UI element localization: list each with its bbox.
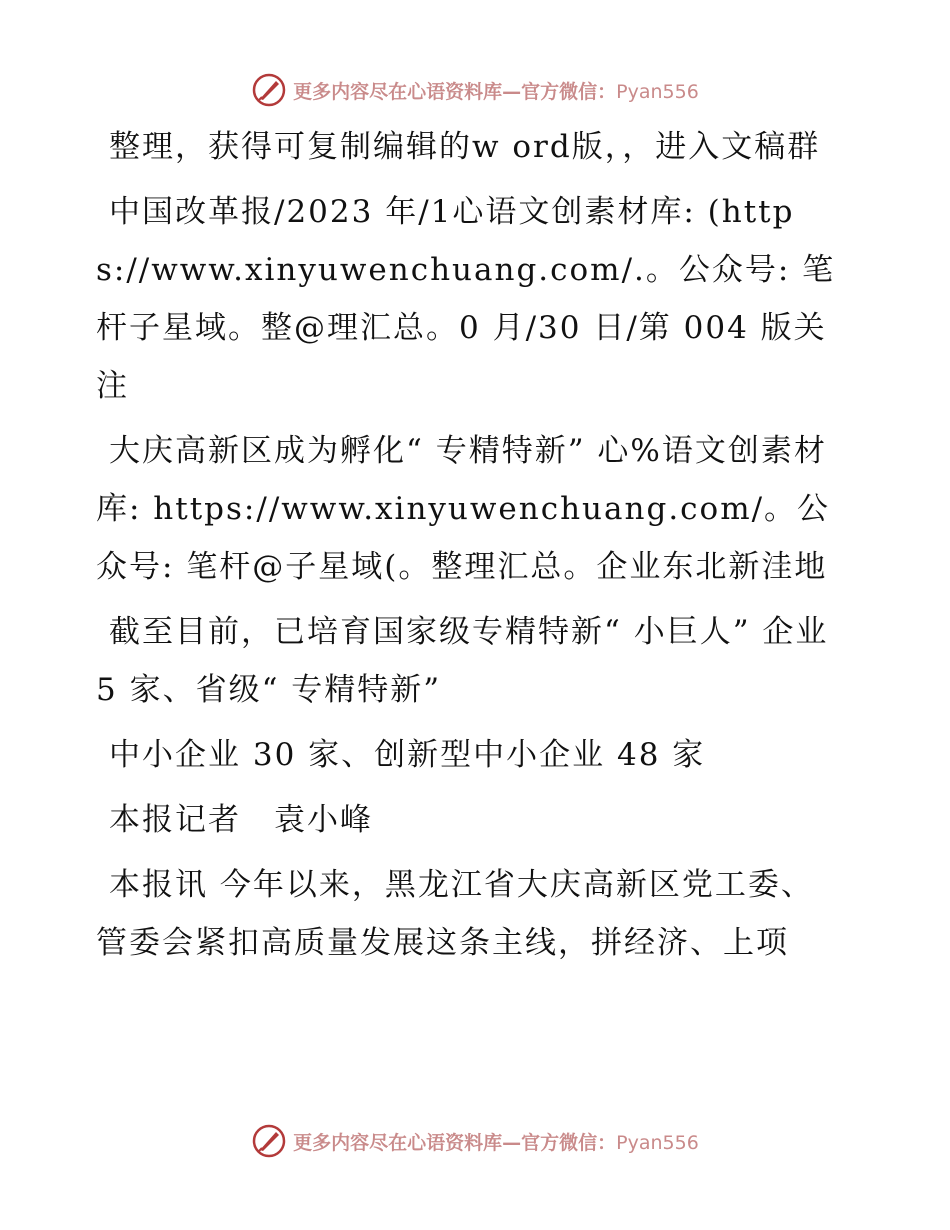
header-banner (0, 70, 950, 110)
wechat-id: Pyan556 (616, 1131, 699, 1154)
paragraph-1: 整理，获得可复制编辑的w ord版，，进入文稿群 (109, 129, 821, 165)
paragraph-2: 中国改革报/2023 年/1心语文创素材库: (https://www.xinyuwenchuang.com/.。公众号: 笔杆子星域。整@理汇总。0 月/30 日/第 004 版关注 (96, 194, 836, 404)
paragraph-7: 本报讯 今年以来，黑龙江省大庆高新区党工委、管委会紧扣高质量发展这条主线，拼经济、上项 (96, 867, 814, 961)
quill-pen-logo-icon (251, 1123, 287, 1159)
footer-banner (0, 1121, 950, 1161)
paragraph-4: 截至目前，已培育国家级专精特新“ 小巨人” 企业 5 家、省级“ 专精特新” (96, 614, 829, 708)
paragraph-5: 中小企业 30 家、创新型中小企业 48 家 (109, 737, 706, 773)
paragraph-3: 大庆高新区成为孵化“ 专精特新” 心%语文创素材库: https://www.xinyuwenchuang.com/。公众号: 笔杆@子星域(。整理汇总。企业东北新洼地 (96, 433, 831, 585)
quill-pen-logo-icon (251, 72, 287, 108)
document-body (96, 118, 841, 979)
wechat-id: Pyan556 (616, 80, 699, 103)
paragraph-6: 本报记者 袁小峰 (109, 802, 373, 838)
banner-text: 更多内容尽在心语资料库—官方微信：Pyan556 (293, 80, 699, 103)
banner-text: 更多内容尽在心语资料库—官方微信：Pyan556 (293, 1131, 699, 1154)
